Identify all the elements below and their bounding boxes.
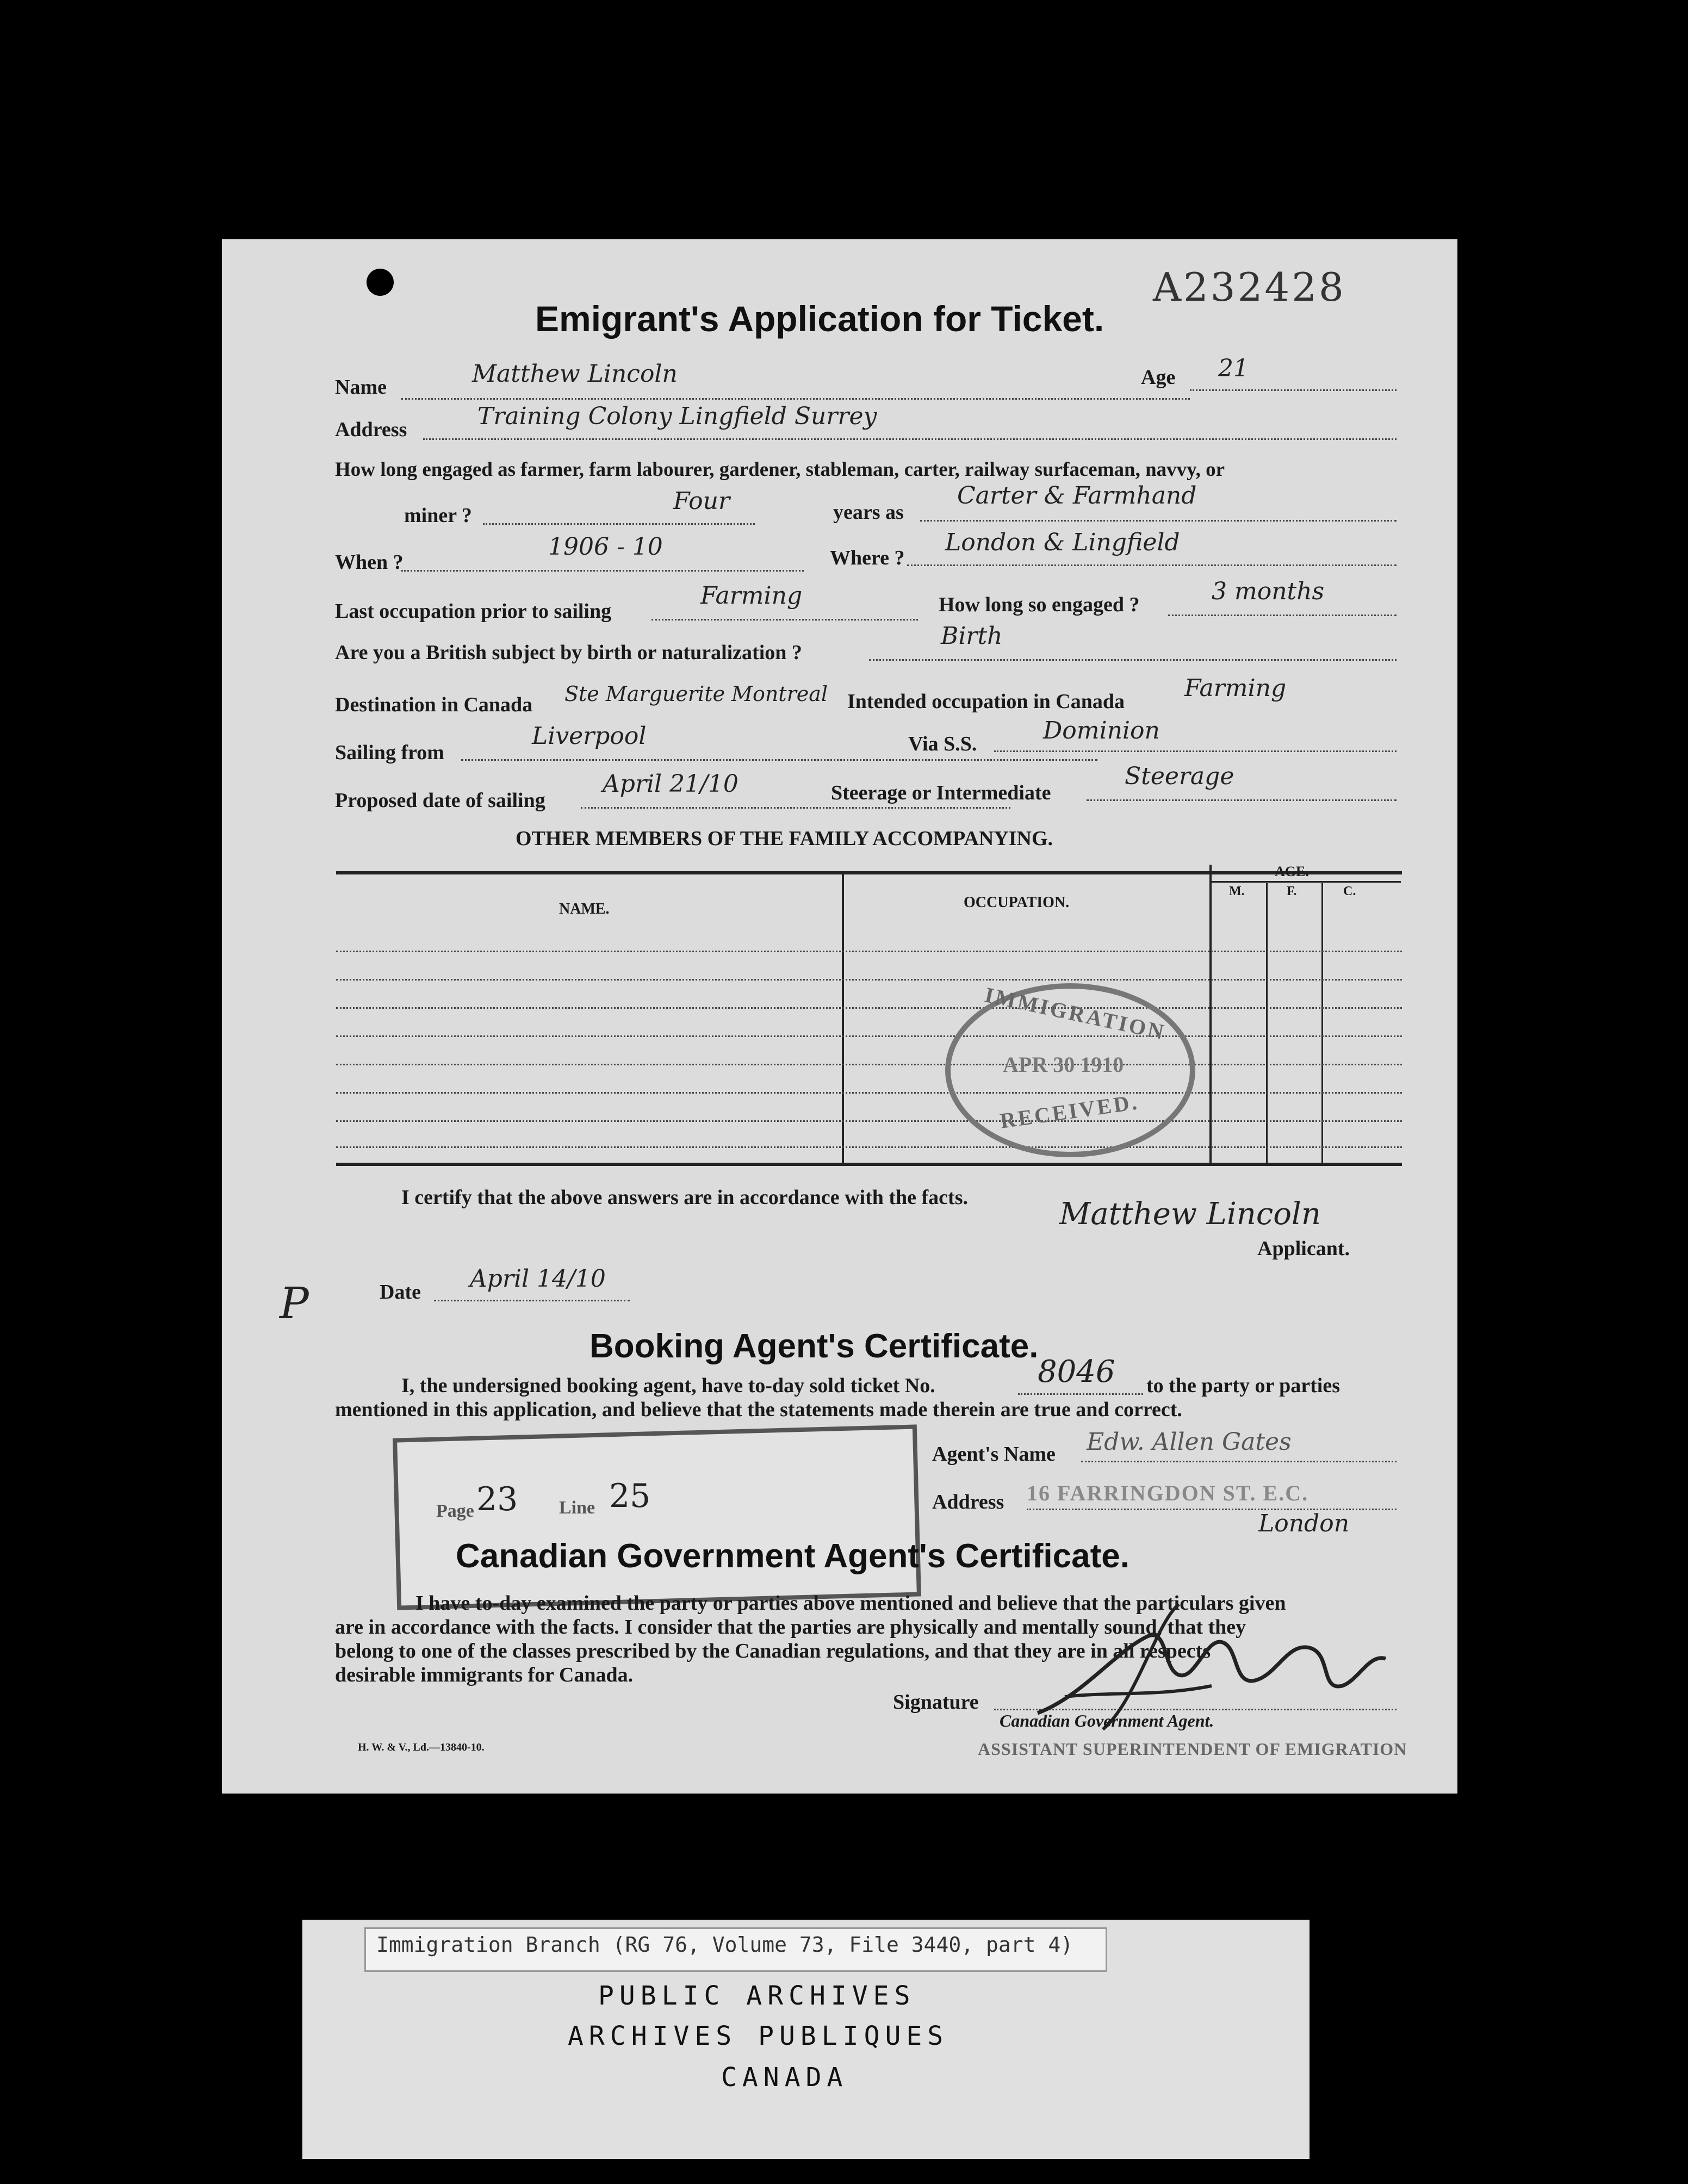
agent-address-label: Address	[932, 1491, 1004, 1513]
steerage-value: Steerage	[1125, 762, 1234, 790]
col-age: AGE.	[1275, 864, 1309, 879]
col-c: C.	[1343, 884, 1356, 898]
page-value: 23	[476, 1480, 518, 1518]
steerage-label: Steerage or Intermediate	[831, 781, 1051, 804]
destination-value: Ste Marguerite Montreal	[564, 682, 828, 706]
via-ss-value: Dominion	[1043, 717, 1160, 744]
col-name: NAME.	[559, 901, 610, 917]
proposed-date-value: April 21/10	[603, 770, 738, 798]
date-value: April 14/10	[470, 1265, 606, 1293]
stamp-date: APR 30 1910	[1003, 1052, 1124, 1077]
family-table-top-rule	[336, 871, 1402, 874]
line-label: Line	[559, 1498, 595, 1518]
address-label: Address	[335, 418, 407, 441]
when-value: 1906 - 10	[548, 533, 663, 561]
form-title: Emigrant's Application for Ticket.	[535, 299, 1104, 339]
archive-line-3: CANADA	[721, 2062, 848, 2093]
govt-title: Canadian Government Agent's Certificate.	[456, 1537, 1130, 1575]
booking-title: Booking Agent's Certificate.	[589, 1327, 1039, 1365]
govt-text-4: desirable immigrants for Canada.	[335, 1664, 634, 1686]
how-long-label: How long engaged as farmer, farm labourer, gardener, stableman, carter, railway surfaceman, navvy, or	[335, 458, 1225, 481]
booking-text-2: to the party or parties	[1146, 1374, 1341, 1397]
col-f: F.	[1287, 884, 1297, 898]
col-m: M.	[1229, 884, 1245, 898]
date-label: Date	[380, 1281, 421, 1304]
agent-address-handwritten: London	[1258, 1510, 1350, 1537]
destination-label: Destination in Canada	[335, 693, 533, 716]
asst-superintendent-stamp: ASSISTANT SUPERINTENDENT OF EMIGRATION	[978, 1739, 1407, 1759]
how-long-so-label: How long so engaged ?	[939, 593, 1140, 616]
punch-hole	[367, 269, 394, 296]
serial-number: A232428	[1153, 264, 1346, 310]
govt-text-1: I have to-day examined the party or parties above mentioned and believe that the particulars given	[415, 1592, 1286, 1615]
proposed-date-label: Proposed date of sailing	[335, 789, 545, 812]
last-occupation-value: Farming	[700, 582, 803, 610]
printer-line: H. W. & V., Ld.—13840-10.	[358, 1741, 485, 1753]
archive-reference: Immigration Branch (RG 76, Volume 73, File 3440, part 4)	[376, 1933, 1073, 1957]
years-as-label: years as	[833, 501, 904, 524]
govt-text-3: belong to one of the classes prescribed by the Canadian regulations, and that they are in all respects	[335, 1640, 1211, 1662]
applicant-signature: Matthew Lincoln	[1059, 1196, 1321, 1232]
where-value: London & Lingfield	[945, 529, 1180, 556]
address-value: Training Colony Lingfield Surrey	[477, 402, 877, 430]
applicant-label: Applicant.	[1257, 1237, 1350, 1260]
archive-line-1: PUBLIC ARCHIVES	[598, 1981, 916, 2011]
archive-line-2: ARCHIVES PUBLIQUES	[568, 2021, 949, 2051]
intended-occupation-value: Farming	[1184, 674, 1287, 702]
name-label: Name	[335, 376, 387, 399]
agent-name-value: Edw. Allen Gates	[1087, 1428, 1292, 1456]
stamp-top-text: IMMIGRATION	[983, 982, 1168, 1045]
ticket-number: 8046	[1038, 1354, 1115, 1389]
agent-address-stamp: 16 FARRINGDON ST. E.C.	[1027, 1481, 1309, 1505]
booking-text-1: I, the undersigned booking agent, have to-day sold ticket No.	[401, 1374, 935, 1397]
page-label: Page	[436, 1501, 474, 1521]
stamp-bottom-text: RECEIVED.	[998, 1089, 1141, 1133]
family-heading: OTHER MEMBERS OF THE FAMILY ACCOMPANYING.	[516, 827, 1053, 850]
last-occupation-label: Last occupation prior to sailing	[335, 600, 612, 623]
booking-text-3: mentioned in this application, and believe that the statements made therein are true and correct.	[335, 1398, 1182, 1421]
line-value: 25	[609, 1477, 651, 1515]
miner-label: miner ?	[404, 504, 472, 527]
name-value: Matthew Lincoln	[472, 360, 678, 388]
age-label: Age	[1141, 366, 1176, 389]
govt-text-2: are in accordance with the facts. I consider that the parties are physically and mentally sound, that they	[335, 1616, 1246, 1639]
margin-mark: P	[280, 1278, 309, 1329]
certify-text: I certify that the above answers are in accordance with the facts.	[401, 1186, 968, 1209]
agent-name-label: Agent's Name	[932, 1443, 1056, 1466]
age-value: 21	[1218, 355, 1249, 382]
sailing-from-label: Sailing from	[335, 741, 444, 764]
where-label: Where ?	[830, 547, 905, 569]
miner-value: Four	[673, 487, 730, 515]
british-subject-value: Birth	[941, 622, 1003, 650]
british-subject-label: Are you a British subject by birth or naturalization ?	[335, 641, 802, 664]
family-table-bottom-rule	[336, 1163, 1402, 1166]
years-as-value: Carter & Farmhand	[957, 482, 1197, 510]
application-form	[222, 239, 1457, 1794]
signature-label: Signature	[893, 1691, 979, 1714]
when-label: When ?	[335, 551, 404, 574]
col-occupation: OCCUPATION.	[964, 894, 1070, 911]
sailing-from-value: Liverpool	[532, 722, 647, 750]
archive-label-card	[302, 1920, 1310, 2159]
govt-agent-caption: Canadian Government Agent.	[1000, 1711, 1214, 1730]
intended-occupation-label: Intended occupation in Canada	[847, 690, 1125, 713]
via-ss-label: Via S.S.	[908, 733, 977, 755]
how-long-so-value: 3 months	[1212, 578, 1325, 605]
